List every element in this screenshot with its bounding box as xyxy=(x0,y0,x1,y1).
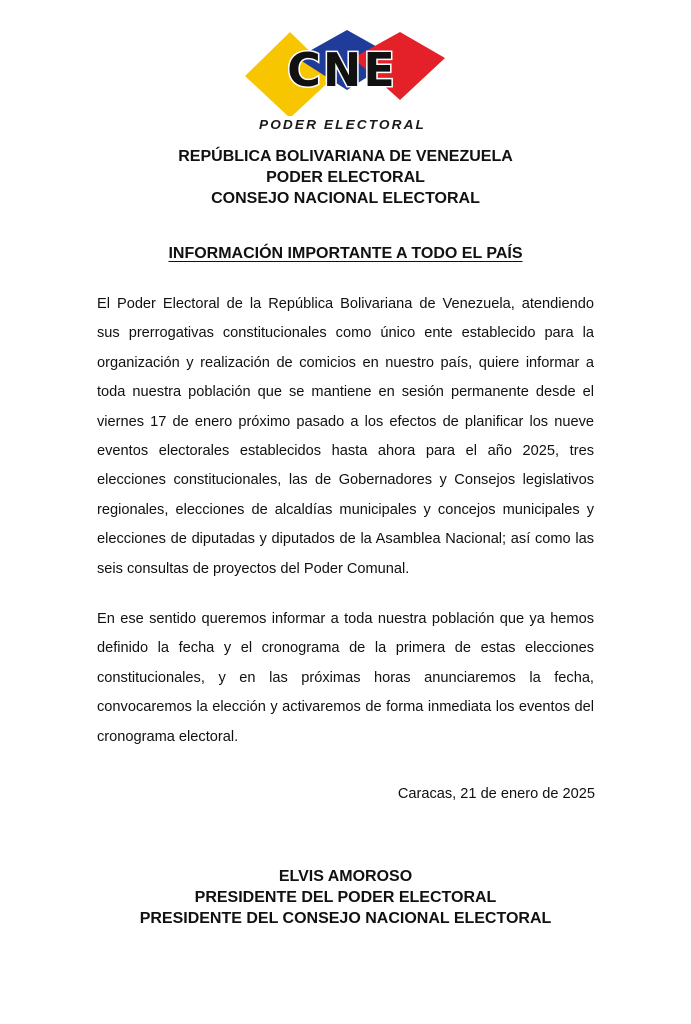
subject-title xyxy=(0,245,691,263)
body-paragraph-2: En ese sentido queremos informar a toda nuestra población que ya hemos definido la fecha y el cronograma de la primera de estas elecciones constitucionales, y en las próximas horas anunciaremos la fecha, convocaremos la elección y activaremos de forma inmediata los eventos del cronograma electoral. xyxy=(97,611,594,745)
heading-line-3: CONSEJO NACIONAL ELECTORAL xyxy=(211,190,480,207)
body-paragraph-1: El Poder Electoral de la República Bolivariana de Venezuela, atendiendo sus prerrogativas constitucionales como único ente establecido para la organización y realización de comicios en nuestro país, quiere informar a toda nuestra población que se mantiene en sesión permanente desde el viernes 17 de enero próximo pasado a los efectos de planificar los nueve eventos electorales establecidos hasta ahora para el año 2025, tres elecciones constitucionales, las de Gobernadores y Consejos legislativos regionales, elecciones de alcaldías municipales y concejos municipales y elecciones de diputadas y diputados de la Asamblea Nacional; así como las seis consultas de proyectos del Poder Comunal. xyxy=(97,296,594,577)
institution-heading xyxy=(0,146,691,209)
dateline: Caracas, 21 de enero de 2025 xyxy=(397,786,595,802)
logo-caption: PODER ELECTORAL xyxy=(258,117,427,132)
signatory-title-1: PRESIDENTE DEL PODER ELECTORAL xyxy=(194,889,497,906)
signatory-title-2: PRESIDENTE DEL CONSEJO NACIONAL ELECTORAL xyxy=(139,910,552,927)
heading-line-2: PODER ELECTORAL xyxy=(266,169,425,186)
signatory-name: ELVIS AMOROSO xyxy=(278,868,413,885)
subject-title-text: INFORMACIÓN IMPORTANTE A TODO EL PAÍS xyxy=(168,245,523,262)
cne-logo-graphic xyxy=(235,28,450,116)
logo-acronym: CNE xyxy=(287,43,397,97)
heading-line-1: REPÚBLICA BOLIVARIANA DE VENEZUELA xyxy=(178,148,513,165)
cne-logo xyxy=(235,28,450,136)
signature-block xyxy=(0,866,691,929)
